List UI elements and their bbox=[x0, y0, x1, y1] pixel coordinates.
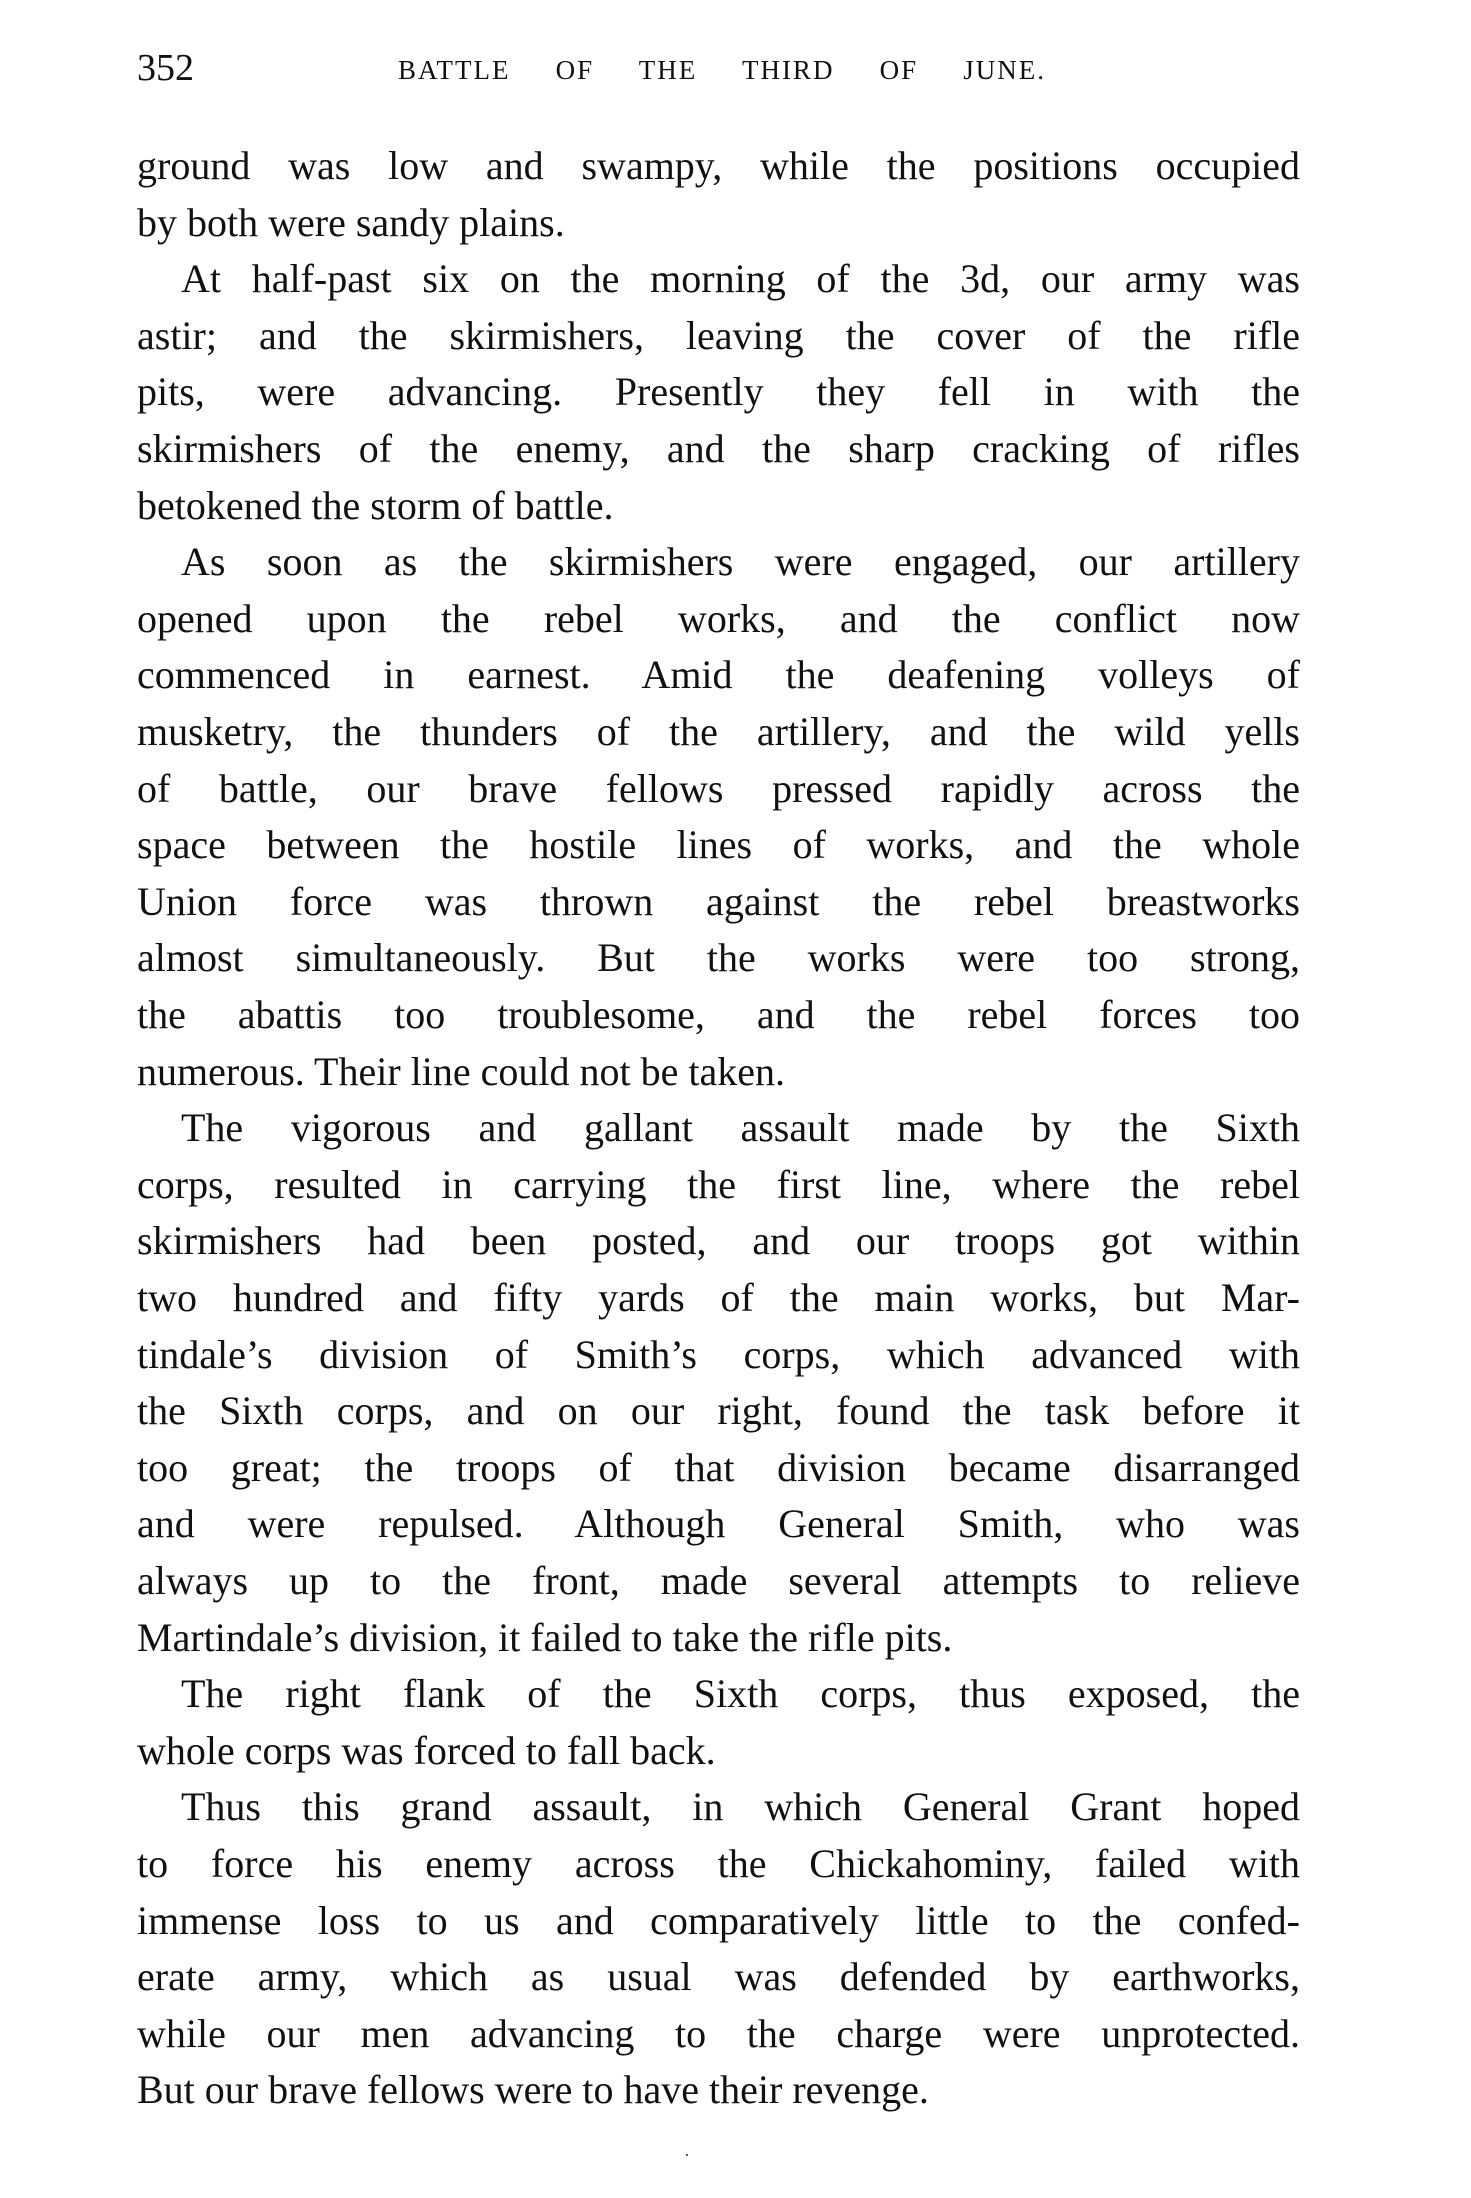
text-line: while our men advancing to the charge were unprotected. bbox=[137, 2010, 1300, 2056]
text-line: immense loss to us and comparatively little to the confed- bbox=[137, 1897, 1300, 1943]
text-line: Thus this grand assault, in which General Grant hoped bbox=[181, 1784, 1300, 1830]
text-line: by both were sandy plains. bbox=[137, 199, 565, 245]
text-line: too great; the troops of that division became disarranged bbox=[137, 1444, 1300, 1490]
text-line: Union force was thrown against the rebel breastworks bbox=[137, 878, 1300, 924]
text-line: Martindale’s division, it failed to take the rifle pits. bbox=[137, 1614, 953, 1660]
text-line: musketry, the thunders of the artillery, and the wild yells bbox=[137, 709, 1300, 754]
text-line: pits, were advancing. Presently they fell in with the bbox=[137, 369, 1300, 415]
text-line: skirmishers of the enemy, and the sharp cracking of rifles bbox=[137, 426, 1300, 471]
text-line: astir; and the skirmishers, leaving the cover of the rifle bbox=[137, 312, 1300, 358]
text-line: The vigorous and gallant assault made by the Sixth bbox=[181, 1105, 1300, 1151]
text-line: the Sixth corps, and on our right, found the task before it bbox=[137, 1388, 1300, 1434]
text-line: numerous. Their line could not be taken. bbox=[137, 1048, 785, 1094]
text-line: always up to the front, made several attempts to relieve bbox=[137, 1558, 1300, 1603]
running-title: BATTLE OF THE THIRD OF JUNE. bbox=[398, 55, 1046, 85]
print-speck bbox=[686, 2154, 688, 2156]
text-line: betokened the storm of battle. bbox=[137, 482, 614, 528]
text-line: ground was low and swampy, while the positions occupied bbox=[137, 143, 1300, 188]
text-line: erate army, which as usual was defended by earthworks, bbox=[137, 1954, 1300, 2000]
text-line: At half-past six on the morning of the 3d, our army was bbox=[181, 256, 1300, 302]
text-line: the abattis too troublesome, and the rebel forces too bbox=[137, 992, 1300, 1037]
text-line: and were repulsed. Although General Smith, who was bbox=[137, 1501, 1300, 1547]
text-line: whole corps was forced to fall back. bbox=[137, 1727, 716, 1773]
text-line: two hundred and fifty yards of the main works, but Mar- bbox=[137, 1275, 1300, 1320]
text-line: corps, resulted in carrying the first line, where the rebel bbox=[137, 1161, 1300, 1207]
page-number: 352 bbox=[137, 47, 194, 89]
text-line: The right flank of the Sixth corps, thus exposed, the bbox=[181, 1671, 1300, 1717]
text-line: skirmishers had been posted, and our troops got within bbox=[137, 1218, 1300, 1264]
text-line: opened upon the rebel works, and the conflict now bbox=[137, 595, 1300, 641]
text-line: almost simultaneously. But the works were too strong, bbox=[137, 935, 1300, 981]
text-line: to force his enemy across the Chickahominy, failed with bbox=[137, 1841, 1300, 1886]
text-line: As soon as the skirmishers were engaged, our artillery bbox=[181, 539, 1300, 585]
text-line: But our brave fellows were to have their revenge. bbox=[137, 2067, 929, 2113]
text-line: tindale’s division of Smith’s corps, which advanced with bbox=[137, 1331, 1300, 1377]
text-line: space between the hostile lines of works, and the whole bbox=[137, 822, 1300, 868]
text-line: of battle, our brave fellows pressed rapidly across the bbox=[137, 765, 1300, 811]
text-line: commenced in earnest. Amid the deafening volleys of bbox=[137, 652, 1300, 698]
